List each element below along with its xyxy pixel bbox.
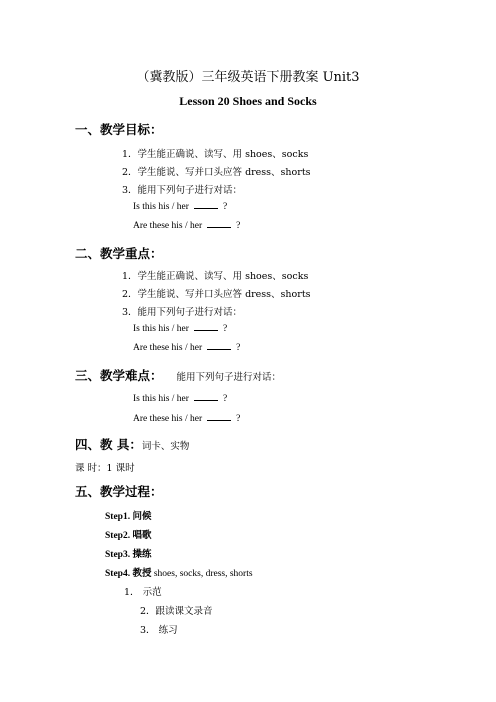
question-mark: ? bbox=[236, 414, 241, 424]
section-process-heading: 五、教学过程： bbox=[75, 484, 163, 499]
hours-value: 1 课时 bbox=[106, 463, 135, 474]
substep-3: 3． 练习 bbox=[140, 625, 178, 636]
section-difficulties-heading bbox=[75, 366, 281, 384]
difficulties-note: 能用下列句子进行对话： bbox=[176, 372, 282, 383]
class-hours bbox=[75, 460, 135, 474]
section-keypoints-heading: 二、教学重点： bbox=[75, 246, 163, 261]
hours-label: 课 时： bbox=[75, 463, 107, 474]
step-label: Step2. bbox=[105, 531, 131, 541]
objective-item-2: 2．学生能说、写并口头应答 dress、shorts bbox=[122, 167, 311, 178]
dialog-text: Are these his / her bbox=[133, 221, 203, 231]
question-mark: ? bbox=[222, 324, 228, 334]
step-label: Step4. bbox=[105, 569, 131, 579]
step-2 bbox=[105, 527, 151, 541]
substep-1: 1． 示范 bbox=[124, 587, 162, 598]
step-title: 教授 bbox=[132, 569, 152, 579]
step-title: 问候 bbox=[132, 512, 152, 522]
question-mark: ? bbox=[236, 343, 241, 353]
step-label: Step1. bbox=[105, 512, 131, 522]
fill-blank bbox=[207, 412, 231, 421]
step-4 bbox=[105, 565, 253, 579]
objective-item-3: 3．能用下列句子进行对话： bbox=[122, 185, 243, 196]
question-mark: ? bbox=[222, 202, 228, 212]
substep-2: 2．跟读课文录音 bbox=[140, 606, 213, 617]
step-detail: shoes, socks, dress, shorts bbox=[153, 569, 253, 579]
difficulties-heading-text: 三、教学难点： bbox=[75, 368, 163, 383]
dialog-text: Are these his / her bbox=[133, 414, 203, 424]
fill-blank bbox=[207, 219, 231, 228]
lesson-subtitle: Lesson 20 Shoes and Socks bbox=[179, 94, 317, 108]
dialog-text: Is this his / her bbox=[133, 324, 189, 334]
fill-blank bbox=[194, 322, 218, 331]
section-objectives-heading: 一、教学目标： bbox=[75, 122, 163, 137]
section-aids bbox=[75, 435, 189, 453]
objective-dialog-2 bbox=[133, 219, 240, 231]
document-title: （冀教版）三年级英语下册教案 Unit3 bbox=[136, 70, 360, 85]
aids-heading: 四、教 具： bbox=[75, 437, 142, 452]
step-3 bbox=[105, 546, 151, 560]
objective-dialog-1 bbox=[133, 200, 227, 212]
fill-blank bbox=[194, 200, 218, 209]
fill-blank bbox=[207, 341, 231, 350]
dialog-text: Is this his / her bbox=[133, 202, 189, 212]
aids-value: 词卡、实物 bbox=[141, 441, 190, 452]
keypoint-dialog-2 bbox=[133, 341, 240, 353]
keypoint-item-2: 2．学生能说、写并口头应答 dress、shorts bbox=[122, 289, 311, 300]
dialog-text: Is this his / her bbox=[133, 394, 189, 404]
question-mark: ? bbox=[222, 394, 228, 404]
step-label: Step3. bbox=[105, 550, 131, 560]
step-1 bbox=[105, 508, 151, 522]
objective-item-1: 1．学生能正确说、读写、用 shoes、socks bbox=[122, 149, 309, 160]
keypoint-item-3: 3．能用下列句子进行对话： bbox=[122, 307, 243, 318]
difficulty-dialog-2 bbox=[133, 412, 240, 424]
step-title: 唱歌 bbox=[132, 531, 152, 541]
dialog-text: Are these his / her bbox=[133, 343, 203, 353]
question-mark: ? bbox=[236, 221, 241, 231]
step-title: 操练 bbox=[132, 550, 152, 560]
difficulty-dialog-1 bbox=[133, 392, 227, 404]
keypoint-item-1: 1．学生能正确说、读写、用 shoes、socks bbox=[122, 271, 309, 282]
keypoint-dialog-1 bbox=[133, 322, 227, 334]
fill-blank bbox=[194, 392, 218, 401]
